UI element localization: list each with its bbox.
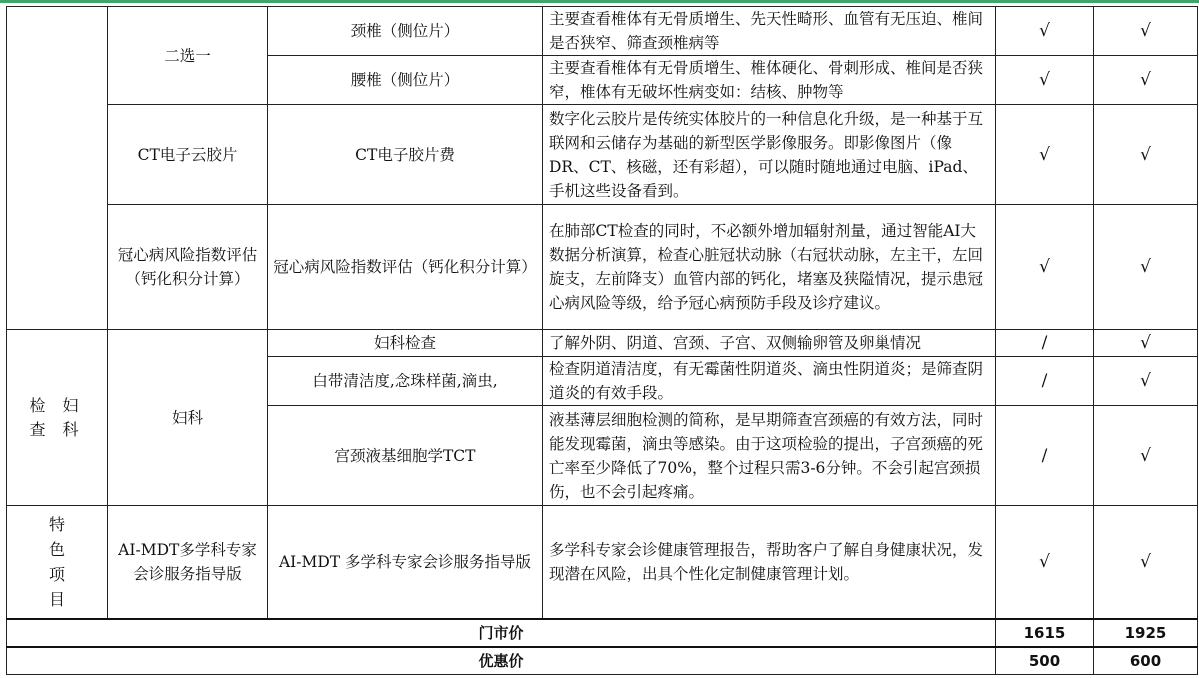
list-price-package-1: 1615 [996, 619, 1094, 647]
discount-price-package-2: 600 [1094, 647, 1198, 675]
package-1-mark: √ [996, 105, 1094, 205]
table-row [7, 205, 1198, 330]
list-price-label: 门市价 [7, 619, 996, 647]
list-price-package-2: 1925 [1094, 619, 1198, 647]
subcategory-cell: AI-MDT多学科专家会诊服务指导版 [108, 506, 268, 619]
subcategory-cell: 二选一 [108, 7, 268, 105]
package-1-mark: √ [996, 56, 1094, 105]
item-cell: 颈椎（侧位片） [268, 7, 543, 56]
category-line: 检 妇 [29, 395, 85, 415]
package-1-mark: √ [996, 506, 1094, 619]
discount-price-package-1: 500 [996, 647, 1094, 675]
package-1-mark: / [996, 406, 1094, 506]
category-cell-imaging [7, 7, 108, 330]
category-line: 查 科 [29, 419, 85, 439]
subcategory-cell: CT电子云胶片 [108, 105, 268, 205]
item-cell: AI-MDT 多学科专家会诊服务指导版 [268, 506, 543, 619]
checkup-table [6, 6, 1198, 675]
package-1-mark: √ [996, 205, 1094, 330]
package-1-mark: / [996, 357, 1094, 406]
item-cell: CT电子胶片费 [268, 105, 543, 205]
package-2-mark: √ [1094, 406, 1198, 506]
category-cell-gynecology [7, 330, 108, 506]
package-2-mark: √ [1094, 330, 1198, 357]
item-cell: 白带清洁度,念珠样菌,滴虫, [268, 357, 543, 406]
item-cell: 冠心病风险指数评估（钙化积分计算） [268, 205, 543, 330]
package-1-mark: √ [996, 7, 1094, 56]
table-row [7, 330, 1198, 357]
subcategory-cell: 冠心病风险指数评估（钙化积分计算） [108, 205, 268, 330]
package-2-mark: √ [1094, 357, 1198, 406]
discount-price-label: 优惠价 [7, 647, 996, 675]
package-1-mark: / [996, 330, 1094, 357]
package-2-mark: √ [1094, 506, 1198, 619]
table-row [7, 105, 1198, 205]
item-cell: 宫颈液基细胞学TCT [268, 406, 543, 506]
package-2-mark: √ [1094, 105, 1198, 205]
description-cell: 检查阴道清洁度，有无霉菌性阴道炎、滴虫性阴道炎；是筛查阴道炎的有效手段。 [543, 357, 996, 406]
category-char: 项 [48, 564, 65, 584]
category-char: 色 [48, 539, 65, 559]
description-cell: 数字化云胶片是传统实体胶片的一种信息化升级，是一种基于互联网和云储存为基础的新型医学影像服务。即影像图片（像DR、CT、核磁，还有彩超），可以随时随地通过电脑、iPad、手机这些设备看到。 [543, 105, 996, 205]
category-char: 目 [48, 589, 65, 609]
description-cell: 多学科专家会诊健康管理报告，帮助客户了解自身健康状况，发现潜在风险，出具个性化定制健康管理计划。 [543, 506, 996, 619]
description-cell: 了解外阴、阴道、宫颈、子宫、双侧输卵管及卵巢情况 [543, 330, 996, 357]
description-cell: 液基薄层细胞检测的简称，是早期筛查宫颈癌的有效方法，同时能发现霉菌，滴虫等感染。由于这项检验的提出，子宫颈癌的死亡率至少降低了70%，整个过程只需3-6分钟。不会引起宫颈损伤，也不会引起疼痛。 [543, 406, 996, 506]
package-2-mark: √ [1094, 56, 1198, 105]
description-cell: 主要查看椎体有无骨质增生、先天性畸形、血管有无压迫、椎间是否狭窄、筛查颈椎病等 [543, 7, 996, 56]
description-cell: 在肺部CT检查的同时，不必额外增加辐射剂量，通过智能AI大数据分析演算，检查心脏冠状动脉（右冠状动脉，左主干，左回旋支，左前降支）血管内部的钙化，堵塞及狭隘情况，提示患冠心病风险等级，给予冠心病预防手段及诊疗建议。 [543, 205, 996, 330]
table-row [7, 7, 1198, 56]
table-row [7, 506, 1198, 619]
subcategory-cell: 妇科 [108, 330, 268, 506]
item-cell: 腰椎（侧位片） [268, 56, 543, 105]
package-2-mark: √ [1094, 7, 1198, 56]
discount-price-row [7, 647, 1198, 675]
package-2-mark: √ [1094, 205, 1198, 330]
item-cell: 妇科检查 [268, 330, 543, 357]
list-price-row [7, 619, 1198, 647]
category-cell-special [7, 506, 108, 619]
description-cell: 主要查看椎体有无骨质增生、椎体硬化、骨刺形成、椎间是否狭窄，椎体有无破坏性病变如：结核、肿物等 [543, 56, 996, 105]
category-char: 特 [48, 514, 65, 534]
